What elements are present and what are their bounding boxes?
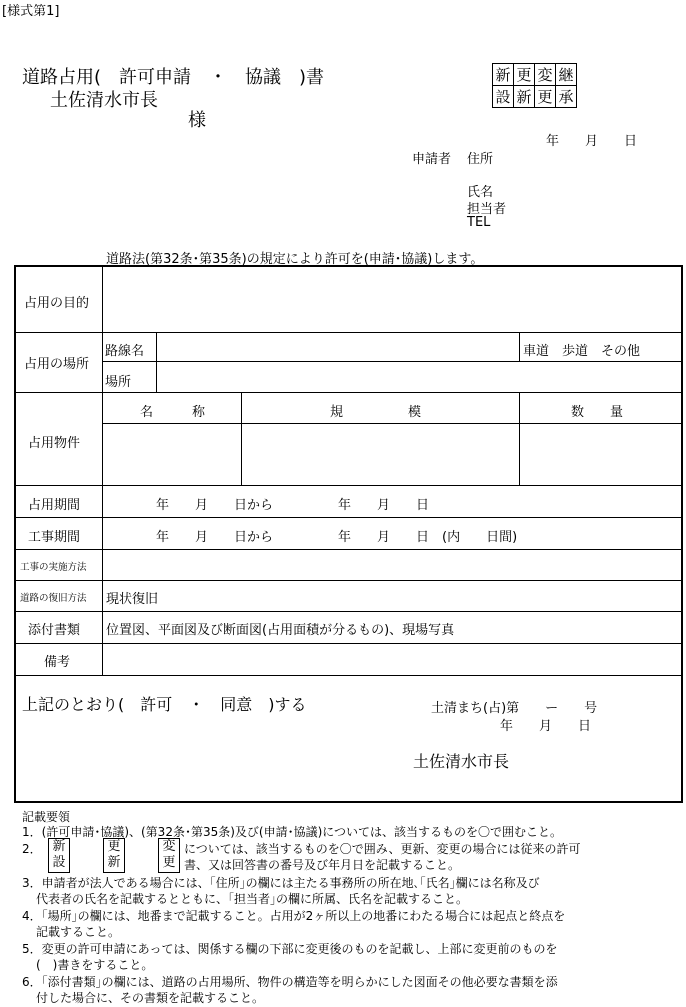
kind-top-1[interactable]: 新: [493, 64, 514, 86]
note-2-line-a: については、該当するものを〇で囲み、更新、変更の場合には従来の許可: [184, 842, 581, 856]
note-2-box-renew-bottom: 新: [107, 855, 121, 870]
location-label: 占用の場所: [24, 357, 90, 372]
purpose-label: 占用の目的: [24, 296, 90, 311]
applicant-tel-label: TEL: [467, 215, 491, 230]
preamble: 道路法(第32条･第35条)の規定により許可を(申請･協議)します。: [106, 252, 484, 267]
note-5-line-a: 5．変更の許可申請にあっては、関係する欄の下部に変更後のものを記載し、上部に変更前のものを: [22, 942, 558, 956]
note-6-line-a: 6．｢添付書類｣の欄には、道路の占用場所、物件の構造等を明らかにした図面その他必要な書類を添: [22, 975, 558, 989]
objects-label: 占用物件: [28, 436, 81, 451]
col-scale-header: 規 模: [330, 405, 422, 420]
restore-method-value[interactable]: 現状復旧: [106, 592, 159, 607]
remarks-field[interactable]: [103, 644, 681, 675]
applicant-label: 申請者: [412, 152, 452, 167]
attachments-label: 添付書類: [28, 623, 81, 638]
note-2-box-new-top: 新: [52, 839, 66, 854]
note-2-box-change-bottom: 更: [162, 855, 176, 870]
note-4-line-b: 記載すること。: [36, 925, 121, 939]
approval-number[interactable]: 土清まち(占)第 ー 号: [431, 701, 598, 716]
restore-method-label: 道路の復旧方法: [20, 593, 87, 604]
object-quantity-field[interactable]: [520, 424, 681, 484]
object-scale-field[interactable]: [242, 424, 518, 484]
applicant-contact-label: 担当者: [467, 202, 507, 217]
note-2-box-renew: [103, 838, 125, 873]
period-value[interactable]: 年 月 日から 年 月 日: [156, 498, 430, 513]
attachments-value[interactable]: 位置図、平面図及び断面図(占用面積が分るもの)、現場写真: [106, 623, 455, 638]
purpose-field[interactable]: [103, 268, 681, 331]
application-kind-boxes: [492, 63, 577, 108]
note-1: 1．(許可申請･協議)、(第32条･第35条)及び(申請･協議)については、該当するものを〇で囲むこと。: [22, 825, 563, 839]
note-2-box-renew-top: 更: [107, 839, 121, 854]
place-label: 場所: [105, 375, 132, 390]
note-2-line-b: 書、又は回答書の番号及び年月日を記載すること。: [184, 858, 461, 872]
note-5-line-b: ( )書きをすること。: [36, 958, 154, 972]
route-name-field[interactable]: [157, 333, 518, 361]
applicant-name-label: 氏名: [467, 185, 494, 200]
note-2-box-new: [48, 838, 70, 873]
note-3-line-a: 3．申請者が法人である場合には、｢住所｣の欄には主たる事務所の所在地､｢氏名｣欄には名称及び: [22, 876, 540, 890]
kind-bottom-4[interactable]: 承: [556, 86, 577, 108]
note-2-box-new-bottom: 設: [52, 855, 66, 870]
notes-heading: 記載要領: [22, 810, 71, 824]
applicant-address-label: 住所: [467, 152, 494, 167]
col-quantity-header: 数 量: [571, 405, 624, 420]
note-3-line-b: 代表者の氏名を記載するとともに、｢担当者｣の欄に所属、氏名を記載すること。: [36, 892, 469, 906]
form-title: 道路占用( 許可申請 ・ 協議 )書: [22, 67, 325, 88]
work-period-label: 工事期間: [28, 530, 81, 545]
work-period-value[interactable]: 年 月 日から 年 月 日 (内 日間): [156, 530, 518, 545]
addressee: 土佐清水市長: [50, 90, 158, 111]
kind-top-2[interactable]: 更: [514, 64, 535, 86]
work-method-field[interactable]: [103, 550, 681, 580]
period-label: 占用期間: [28, 498, 81, 513]
road-type-options[interactable]: 車道 歩道 その他: [523, 344, 641, 359]
note-2-box-change: [158, 838, 180, 873]
approval-signer: 土佐清水市長: [413, 752, 510, 771]
work-method-label: 工事の実施方法: [20, 562, 87, 573]
note-4-line-a: 4．｢場所｣の欄には、地番まで記載すること。占用が2ヶ所以上の地番にわたる場合には起点と終点を: [22, 909, 566, 923]
kind-bottom-2[interactable]: 新: [514, 86, 535, 108]
remarks-label: 備考: [44, 655, 71, 670]
note-6-line-b: 付した場合に、その書類を記載すること。: [36, 991, 265, 1005]
approval-text: 上記のとおり( 許可 ・ 同意 )する: [22, 695, 307, 714]
note-2-number: 2．: [22, 842, 42, 856]
form-number: [様式第1]: [2, 4, 60, 19]
route-name-label: 路線名: [105, 344, 145, 359]
kind-top-3[interactable]: 変: [535, 64, 556, 86]
main-form-table: [14, 265, 683, 803]
approval-date[interactable]: 年 月 日: [500, 719, 592, 734]
application-date[interactable]: 年 月 日: [546, 134, 638, 149]
col-name-header: 名 称: [140, 405, 206, 420]
kind-top-4[interactable]: 継: [556, 64, 577, 86]
addressee-honorific: 様: [188, 110, 206, 131]
note-2-box-change-top: 変: [162, 839, 176, 854]
place-field[interactable]: [157, 363, 681, 392]
object-name-field[interactable]: [103, 424, 240, 484]
kind-bottom-1[interactable]: 設: [493, 86, 514, 108]
kind-bottom-3[interactable]: 更: [535, 86, 556, 108]
